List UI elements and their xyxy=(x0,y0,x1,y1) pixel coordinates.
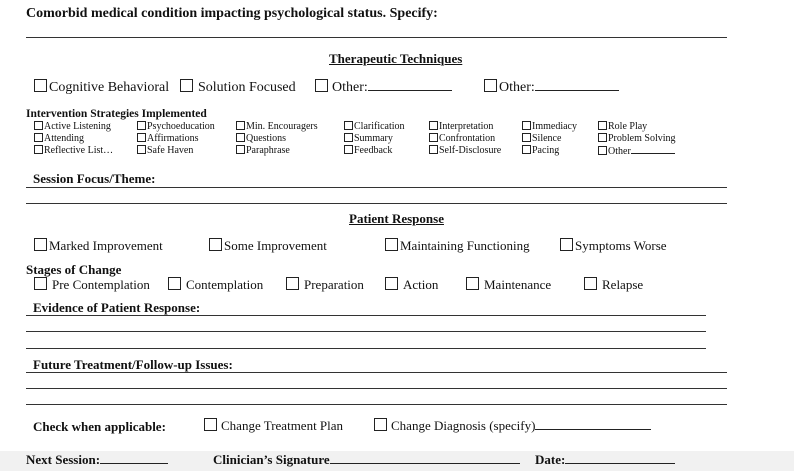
session-focus-label: Session Focus/Theme: xyxy=(33,171,156,186)
intervention-option[interactable] xyxy=(34,121,113,133)
option-label: Reflective List… xyxy=(44,145,114,156)
future-line[interactable] xyxy=(26,404,727,405)
comorbid-line[interactable] xyxy=(26,37,727,38)
patient-response-title: Patient Response xyxy=(349,211,444,226)
checkbox[interactable] xyxy=(236,145,245,154)
option-label: Relapse xyxy=(602,277,644,292)
option-label: Self-Disclosure xyxy=(439,145,502,156)
next-session-blank[interactable] xyxy=(100,453,168,464)
future-line[interactable] xyxy=(26,372,727,373)
intervention-option[interactable] xyxy=(34,133,113,145)
checkbox[interactable] xyxy=(236,121,245,130)
checkbox[interactable] xyxy=(34,121,43,130)
option-label: Safe Haven xyxy=(147,145,194,156)
checkbox[interactable] xyxy=(598,121,607,130)
next-session-field[interactable] xyxy=(26,452,168,468)
other-blank[interactable] xyxy=(368,80,452,91)
comorbid-label: Comorbid medical condition impacting psychological status. Specify: xyxy=(26,6,438,21)
checkbox[interactable] xyxy=(385,277,398,290)
checkbox[interactable] xyxy=(385,238,398,251)
checkbox[interactable] xyxy=(522,133,531,142)
intervention-option[interactable] xyxy=(429,133,501,145)
intervention-option[interactable] xyxy=(236,145,318,157)
option-label: Role Play xyxy=(608,121,648,132)
checkbox[interactable] xyxy=(584,277,597,290)
intervention-column-4 xyxy=(344,121,405,157)
stage-action[interactable] xyxy=(385,277,438,293)
checkbox[interactable] xyxy=(204,418,217,431)
checkbox[interactable] xyxy=(34,133,43,142)
signature-field[interactable] xyxy=(213,452,520,468)
session-focus-line[interactable] xyxy=(26,203,727,204)
stage-relapse[interactable] xyxy=(584,277,643,293)
change-diagnosis[interactable] xyxy=(374,418,651,434)
option-label: Cognitive Behavioral xyxy=(49,80,170,95)
checkbox[interactable] xyxy=(137,121,146,130)
stage-pre-contemplation[interactable] xyxy=(34,277,150,293)
checkbox[interactable] xyxy=(598,146,607,155)
option-label: Symptoms Worse xyxy=(575,238,667,253)
option-label: Min. Encouragers xyxy=(246,121,318,132)
option-label: Some Improvement xyxy=(224,238,327,253)
intervention-column-3 xyxy=(236,121,318,157)
technique-cognitive-behavioral[interactable] xyxy=(34,79,169,96)
intervention-option[interactable] xyxy=(236,133,318,145)
check-applicable-label: Check when applicable: xyxy=(33,419,166,434)
checkbox[interactable] xyxy=(236,133,245,142)
date-field[interactable] xyxy=(535,452,675,468)
option-label: Paraphrase xyxy=(246,145,290,156)
intervention-option[interactable] xyxy=(137,121,215,133)
option-label: Maintaining Functioning xyxy=(400,238,530,253)
response-symptoms-worse[interactable] xyxy=(560,238,667,254)
other-blank[interactable] xyxy=(535,80,619,91)
option-label: Clarification xyxy=(354,121,405,132)
checkbox[interactable] xyxy=(560,238,573,251)
checkbox[interactable] xyxy=(522,121,531,130)
checkbox[interactable] xyxy=(466,277,479,290)
stage-maintenance[interactable] xyxy=(466,277,551,293)
checkbox[interactable] xyxy=(344,145,353,154)
diagnosis-blank[interactable] xyxy=(535,419,651,430)
checkbox[interactable] xyxy=(34,79,47,92)
checkbox[interactable] xyxy=(598,133,607,142)
checkbox[interactable] xyxy=(429,145,438,154)
checkbox[interactable] xyxy=(374,418,387,431)
evidence-line[interactable] xyxy=(26,348,706,349)
intervention-option[interactable] xyxy=(137,145,215,157)
checkbox[interactable] xyxy=(429,121,438,130)
intervention-option[interactable] xyxy=(522,145,577,157)
option-label: Pre Contemplation xyxy=(52,277,150,292)
intervention-option[interactable] xyxy=(598,145,676,158)
intervention-option[interactable] xyxy=(522,133,577,145)
option-label: Other: xyxy=(499,80,535,95)
intervention-column-2 xyxy=(137,121,215,157)
change-treatment-plan[interactable] xyxy=(204,418,343,434)
date-blank[interactable] xyxy=(565,453,675,464)
intervention-strategies-title: Intervention Strategies Implemented xyxy=(26,108,207,120)
intervention-option[interactable] xyxy=(344,133,405,145)
intervention-option[interactable] xyxy=(137,133,215,145)
evidence-label: Evidence of Patient Response: xyxy=(33,300,201,315)
evidence-line[interactable] xyxy=(26,315,706,316)
intervention-option[interactable] xyxy=(598,133,676,145)
intervention-option[interactable] xyxy=(34,145,113,157)
session-focus-line[interactable] xyxy=(26,187,727,188)
signature-label: Clinician’s Signature xyxy=(213,452,330,467)
response-maintaining-functioning[interactable] xyxy=(385,238,530,254)
intervention-option[interactable] xyxy=(522,121,577,133)
evidence-line[interactable] xyxy=(26,331,706,332)
option-label: Active Listening xyxy=(44,121,111,132)
option-label: Attending xyxy=(44,133,84,144)
intervention-column-6 xyxy=(522,121,577,157)
technique-other-2[interactable] xyxy=(484,79,619,96)
checkbox[interactable] xyxy=(344,121,353,130)
checkbox[interactable] xyxy=(344,133,353,142)
option-label: Interpretation xyxy=(439,121,494,132)
checkbox[interactable] xyxy=(484,79,497,92)
option-label: Affirmations xyxy=(147,133,199,144)
intervention-column-1 xyxy=(34,121,113,157)
option-label: Solution Focused xyxy=(198,80,296,95)
option-label: Psychoeducation xyxy=(147,121,215,132)
future-treatment-label: Future Treatment/Follow-up Issues: xyxy=(33,357,233,372)
stages-of-change-title: Stages of Change xyxy=(26,262,122,277)
checkbox[interactable] xyxy=(286,277,299,290)
option-label: Marked Improvement xyxy=(49,238,163,253)
checkbox[interactable] xyxy=(180,79,193,92)
option-label: Change Treatment Plan xyxy=(221,418,344,433)
intervention-column-7 xyxy=(598,121,676,158)
checkbox[interactable] xyxy=(137,145,146,154)
intervention-column-5 xyxy=(429,121,501,157)
checkbox[interactable] xyxy=(137,133,146,142)
checkbox[interactable] xyxy=(429,133,438,142)
option-label: Confrontation xyxy=(439,133,496,144)
checkbox[interactable] xyxy=(168,277,181,290)
therapeutic-techniques-title: Therapeutic Techniques xyxy=(329,51,463,66)
other-blank[interactable] xyxy=(631,145,675,154)
signature-blank[interactable] xyxy=(330,453,520,464)
option-label: Action xyxy=(403,277,439,292)
option-label: Maintenance xyxy=(484,277,552,292)
next-session-label: Next Session: xyxy=(26,452,101,467)
checkbox[interactable] xyxy=(34,277,47,290)
checkbox[interactable] xyxy=(315,79,328,92)
checkbox[interactable] xyxy=(209,238,222,251)
intervention-option[interactable] xyxy=(344,145,405,157)
technique-other-1[interactable] xyxy=(315,79,452,96)
stage-contemplation[interactable] xyxy=(168,277,263,293)
technique-solution-focused[interactable] xyxy=(180,79,296,96)
option-label: Problem Solving xyxy=(608,133,676,144)
option-label: Change Diagnosis (specify) xyxy=(391,418,536,433)
option-label: Other: xyxy=(332,80,368,95)
option-label: Preparation xyxy=(304,277,364,292)
option-label: Feedback xyxy=(354,145,393,156)
future-line[interactable] xyxy=(26,388,727,389)
option-label: Contemplation xyxy=(186,277,264,292)
intervention-option[interactable] xyxy=(429,145,501,157)
option-label: Questions xyxy=(246,133,286,144)
intervention-option[interactable] xyxy=(598,121,676,133)
response-marked-improvement[interactable] xyxy=(34,238,163,254)
date-label: Date: xyxy=(535,452,566,467)
intervention-option[interactable] xyxy=(429,121,501,133)
response-some-improvement[interactable] xyxy=(209,238,327,254)
checkbox[interactable] xyxy=(522,145,531,154)
option-label: Summary xyxy=(354,133,393,144)
checkbox[interactable] xyxy=(34,145,43,154)
intervention-option[interactable] xyxy=(236,121,318,133)
stage-preparation[interactable] xyxy=(286,277,364,293)
option-label: Immediacy xyxy=(532,121,577,132)
option-label: Other xyxy=(608,146,631,157)
intervention-option[interactable] xyxy=(344,121,405,133)
option-label: Pacing xyxy=(532,145,560,156)
checkbox[interactable] xyxy=(34,238,47,251)
option-label: Silence xyxy=(532,133,562,144)
